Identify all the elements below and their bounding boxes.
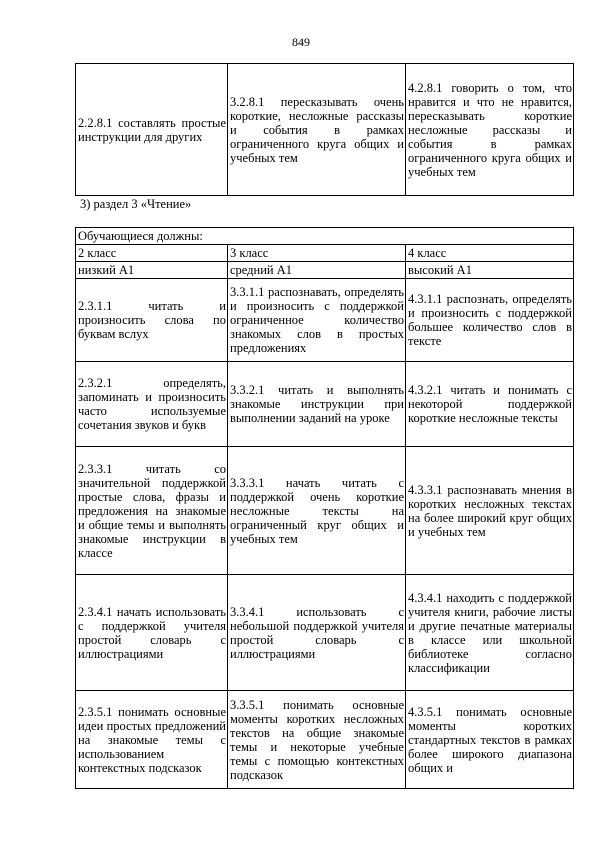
table-cell: 3.2.8.1 пересказывать очень короткие, несложные рассказы и события в рамках ограниченного круга общих и учебных тем xyxy=(228,64,406,196)
previous-section-table-continuation xyxy=(75,63,574,196)
table-cell: 2.3.3.1 читать со значительной поддержкой простые слова, фразы и предложения на знакомые и общие темы и выполнять знакомые инструкции в классе xyxy=(76,447,228,575)
page-number: 849 xyxy=(292,35,310,49)
reading-objectives-table xyxy=(75,227,574,789)
table-cell: 4.3.3.1 распознавать мнения в коротких несложных текстах на более широкий круг общих и учебных тем xyxy=(406,447,574,575)
table-cell: 3.3.5.1 понимать основные моменты коротких несложных текстов на общие знакомые темы и некоторые учебные темы с помощью контекстных подсказок xyxy=(228,691,406,789)
table-cell: 2.3.2.1 определять, запоминать и произносить часто используемые сочетания звуков и букв xyxy=(76,362,228,447)
level-header: средний А1 xyxy=(228,262,406,279)
table-row xyxy=(76,64,574,196)
table-cell: 4.3.5.1 понимать основные моменты коротких стандартных текстов в рамках более широкого диапазона общих и xyxy=(406,691,574,789)
table-cell: 2.2.8.1 составлять простые инструкции для других xyxy=(76,64,228,196)
table-cell: 3.3.3.1 начать читать с поддержкой очень короткие несложные тексты на ограниченный круг общих и учебных тем xyxy=(228,447,406,575)
grade-header-row xyxy=(76,245,574,262)
table-cell: 2.3.4.1 начать использовать с поддержкой учителя простой словарь с иллюстрациями xyxy=(76,575,228,691)
level-header: высокий А1 xyxy=(406,262,574,279)
grade-header: 2 класс xyxy=(76,245,228,262)
table-cell: 4.3.1.1 распознать, определять и произносить с поддержкой большее количество слов в тексте xyxy=(406,279,574,362)
level-header: низкий А1 xyxy=(76,262,228,279)
table-caption-row xyxy=(76,228,574,245)
table-cell: 3.3.2.1 читать и выполнять знакомые инструкции при выполнении заданий на уроке xyxy=(228,362,406,447)
table-row xyxy=(76,279,574,362)
table-cell: 4.3.2.1 читать и понимать с некоторой поддержкой короткие несложные тексты xyxy=(406,362,574,447)
table-cell: 4.2.8.1 говорить о том, что нравится и что не нравится, пересказывать короткие несложные рассказы и события в рамках ограниченного круга общих и учебных тем xyxy=(406,64,574,196)
table-cell: 2.3.5.1 понимать основные идеи простых предложений на знакомые темы с использованием контекстных подсказок xyxy=(76,691,228,789)
table-cell: 4.3.4.1 находить с поддержкой учителя книги, рабочие листы и другие печатные материалы в классе или школьной библиотеке согласно классификации xyxy=(406,575,574,691)
table-row xyxy=(76,575,574,691)
section-heading: 3) раздел 3 «Чтение» xyxy=(80,197,192,211)
grade-header: 3 класс xyxy=(228,245,406,262)
table-row xyxy=(76,362,574,447)
level-header-row xyxy=(76,262,574,279)
table-cell: 3.3.4.1 использовать с небольшой поддержкой учителя простой словарь с иллюстрациями xyxy=(228,575,406,691)
grade-header: 4 класс xyxy=(406,245,574,262)
table-caption: Обучающиеся должны: xyxy=(76,228,574,245)
table-row xyxy=(76,691,574,789)
table-cell: 2.3.1.1 читать и произносить слова по буквам вслух xyxy=(76,279,228,362)
table-row xyxy=(76,447,574,575)
table-cell: 3.3.1.1 распознавать, определять и произносить с поддержкой ограниченное количество знакомых слов в простых предложениях xyxy=(228,279,406,362)
